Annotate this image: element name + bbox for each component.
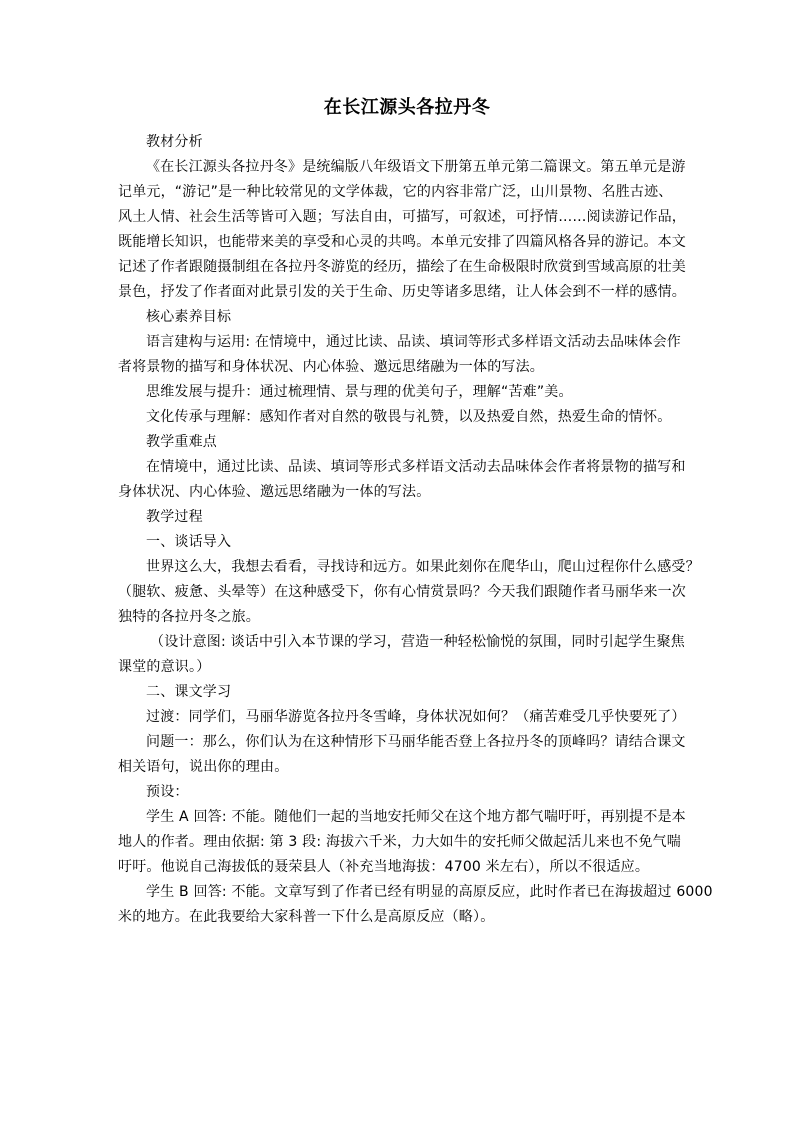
subsection-heading-text-study: 二、课文学习	[146, 684, 232, 700]
paragraph-line: 记单元，“游记”是一种比较常见的文学体裁，它的内容非常广泛，山川景物、名胜古迹、	[118, 184, 673, 200]
paragraph-line: 预设：	[146, 784, 189, 800]
paragraph-line: 学生 A 回答: 不能。随他们一起的当地安托师父在这个地方都气喘吁吁，再别提不是本	[146, 809, 686, 825]
paragraph-line: 学生 B 回答: 不能。文章写到了作者已经有明显的高原反应，此时作者已在海拔超过 6000	[146, 884, 713, 900]
paragraph-line: 米的地方。在此我要给大家科普一下什么是高原反应（略）。	[118, 909, 495, 925]
paragraph-line: 在情境中，通过比读、品读、填词等形式多样语文活动去品味体会作者将景物的描写和	[146, 459, 686, 475]
paragraph-line: 《在长江源头各拉丹冬》是统编版八年级语文下册第五单元第二篇课文。第五单元是游	[146, 159, 686, 175]
paragraph-line: 既能增长知识，也能带来美的享受和心灵的共鸣。本单元安排了四篇风格各异的游记。本文	[118, 234, 686, 250]
paragraph-line: 相关语句，说出你的理由。	[118, 759, 289, 775]
paragraph-line: 风土人情、社会生活等皆可入题；写法自由，可描写，可叙述，可抒情……阅读游记作品，	[118, 209, 686, 225]
subsection-heading-intro: 一、谈话导入	[146, 534, 232, 550]
section-heading-teaching-process: 教学过程	[146, 509, 203, 525]
document-page	[118, 96, 713, 930]
document-title: 在长江源头各拉丹冬	[323, 97, 491, 118]
section-heading-core-goals: 核心素养目标	[146, 309, 232, 325]
paragraph-line: （腿软、疲惫、头晕等）在这种感受下，你有心情赏景吗？今天我们跟随作者马丽华来一次	[118, 584, 686, 600]
paragraph-line: 地人的作者。理由依据: 第 3 段: 海拔六千米，力大如牛的安托师父做起活儿来也不免气喘	[118, 834, 681, 850]
paragraph-line: 者将景物的描写和身体状况、内心体验、邀远思绪融为一体的写法。	[118, 359, 544, 375]
paragraph-line: 课堂的意识。）	[118, 659, 211, 675]
paragraph-line: 景色，抒发了作者面对此景引发的关于生命、历史等诸多思绪，让人体会到不一样的感情。	[118, 284, 686, 300]
section-heading-textbook-analysis: 教材分析	[146, 134, 203, 150]
paragraph-line: 世界这么大，我想去看看，寻找诗和远方。如果此刻你在爬华山，爬山过程你什么感受？	[146, 559, 700, 575]
paragraph-line: 问题一：那么，你们认为在这种情形下马丽华能否登上各拉丹冬的顶峰吗？请结合课文	[146, 734, 686, 750]
paragraph-line: 身体状况、内心体验、邀远思绪融为一体的写法。	[118, 484, 431, 500]
paragraph-line: 思维发展与提升：通过梳理情、景与理的优美句子，理解“苦难”美。	[146, 384, 573, 400]
section-heading-key-difficulties: 教学重难点	[146, 434, 217, 450]
paragraph-line: （设计意图: 谈话中引入本节课的学习，营造一种轻松愉悦的氛围，同时引起学生聚焦	[150, 634, 685, 650]
paragraph-line: 独特的各拉丹冬之旅。	[118, 609, 260, 625]
paragraph-line: 文化传承与理解：感知作者对自然的敬畏与礼赞，以及热爱自然，热爱生命的情怀。	[146, 409, 672, 425]
paragraph-line: 吁吁。他说自己海拔低的聂荣县人（补充当地海拔：4700 米左右），所以不很适应。	[118, 859, 650, 875]
paragraph-line: 过渡：同学们，马丽华游览各拉丹冬雪峰，身体状况如何？（痛苦难受几乎快要死了）	[146, 709, 686, 725]
paragraph-line: 记述了作者跟随摄制组在各拉丹冬游览的经历，描绘了在生命极限时欣赏到雪域高原的壮美	[118, 259, 686, 275]
paragraph-line: 语言建构与运用: 在情境中，通过比读、品读、填词等形式多样语文活动去品味体会作	[146, 334, 681, 350]
